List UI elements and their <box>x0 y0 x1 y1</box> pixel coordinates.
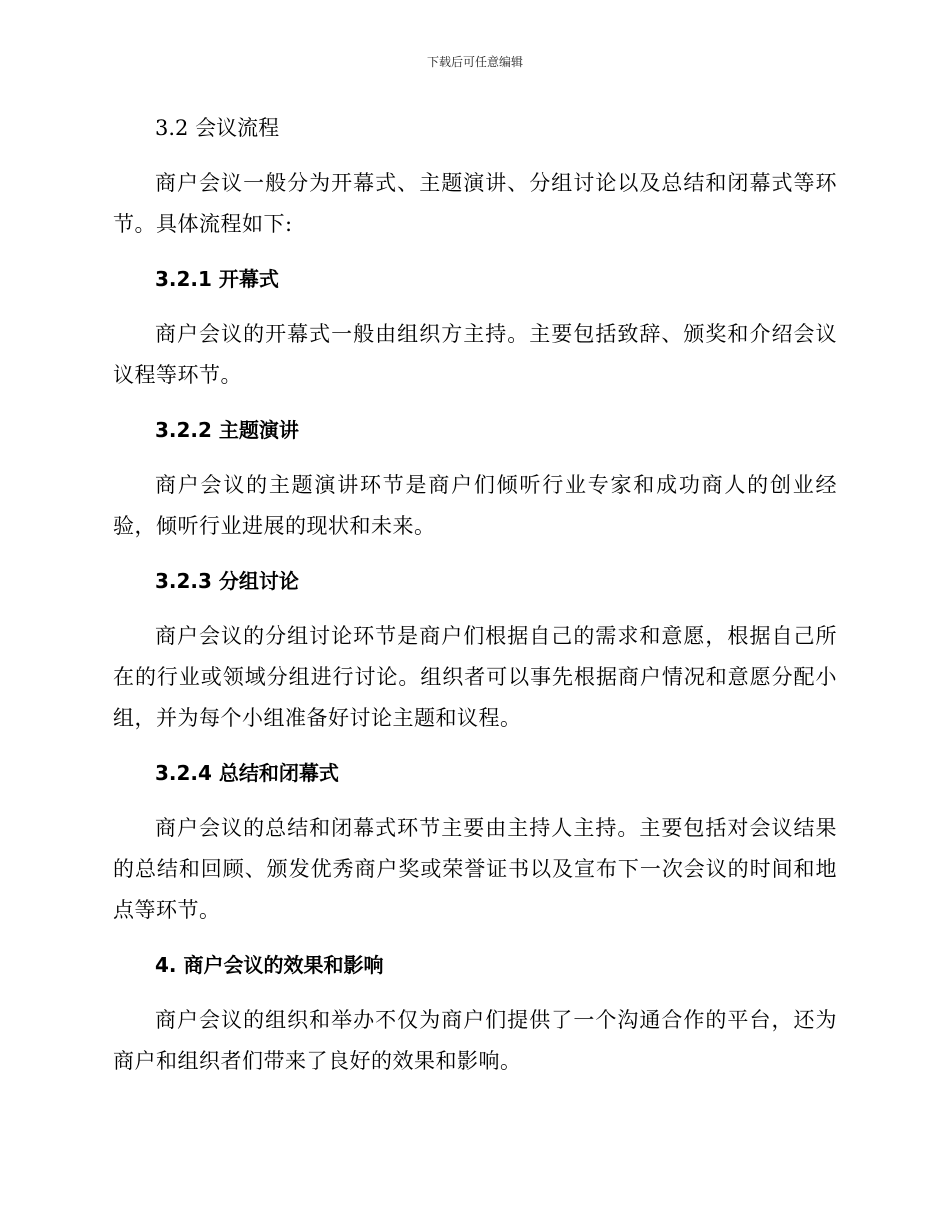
section-heading-3-2-4: 3.2.4 总结和闭幕式 <box>155 761 339 785</box>
page-header-note: 下载后可任意编辑 <box>426 55 523 69</box>
paragraph-group-discussion: 商户会议的分组讨论环节是商户们根据自己的需求和意愿，根据自己所在的行业或领域分组进行讨论。组织者可以事先根据商户情况和意愿分配小组，并为每个小组准备好讨论主题和议程。 <box>113 624 837 730</box>
section-heading-3-2-3: 3.2.3 分组讨论 <box>155 569 299 593</box>
section-heading-4: 4. 商户会议的效果和影响 <box>155 953 384 977</box>
section-heading-3-2-2: 3.2.2 主题演讲 <box>155 418 299 442</box>
paragraph-closing: 商户会议的总结和闭幕式环节主要由主持人主持。主要包括对会议结果的总结和回顾、颁发优秀商户奖或荣誉证书以及宣布下一次会议的时间和地点等环节。 <box>113 816 837 922</box>
section-heading-3-2: 3.2 会议流程 <box>155 116 280 140</box>
paragraph-opening: 商户会议的开幕式一般由组织方主持。主要包括致辞、颁奖和介绍会议议程等环节。 <box>113 322 837 387</box>
document-body <box>113 108 837 1096</box>
paragraph-keynote: 商户会议的主题演讲环节是商户们倾听行业专家和成功商人的创业经验，倾听行业进展的现状和未来。 <box>113 473 837 538</box>
paragraph-effects: 商户会议的组织和举办不仅为商户们提供了一个沟通合作的平台，还为商户和组织者们带来了良好的效果和影响。 <box>113 1008 837 1073</box>
section-heading-3-2-1: 3.2.1 开幕式 <box>155 267 279 291</box>
paragraph-meeting-flow: 商户会议一般分为开幕式、主题演讲、分组讨论以及总结和闭幕式等环节。具体流程如下: <box>113 171 837 236</box>
